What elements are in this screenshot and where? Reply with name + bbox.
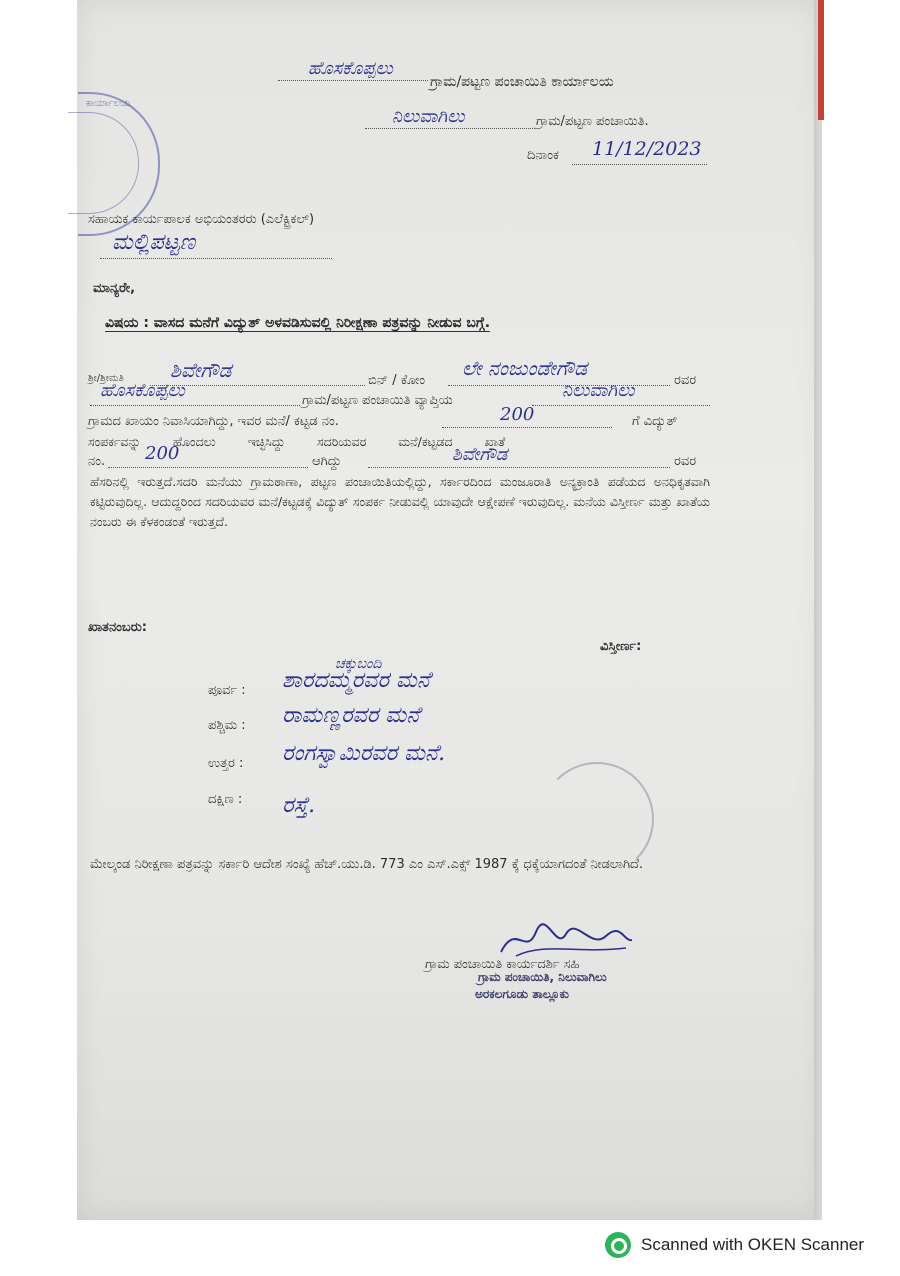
form-prefix: ಶ್ರೀ/ಶ್ರೀಮತಿ	[88, 373, 124, 384]
form-gram-label: ಗ್ರಾಮ/ಪಟ್ಟಣ ಪಂಚಾಯಿತಿ ವ್ಯಾಪ್ತಿಯ	[302, 393, 453, 408]
signature-line3: ಅರಕಲಗೂಡು ತಾಲ್ಲೂಕು	[475, 987, 569, 1001]
header-office-line: ಗ್ರಾಮ/ಪಟ್ಟಣ ಪಂಚಾಯಿತಿ ಕಾರ್ಯಾಲಯ	[430, 74, 614, 90]
recipient-place: ಮಲ್ಲಿಪಟ್ಟಣ	[112, 230, 196, 255]
form-house-no: 200	[500, 404, 535, 425]
boundary-south-value: ರಸ್ತೆ.	[282, 793, 316, 818]
form-ravara: ರವರ	[674, 373, 697, 388]
khata-label: ಖಾತನಂಬರು:	[88, 620, 147, 635]
paper-edge	[814, 0, 822, 1220]
signature-line2: ಗ್ರಾಮ ಪಂಚಾಯಿತಿ, ನಿಲುವಾಗಿಲು	[478, 970, 607, 984]
dots-date	[572, 164, 707, 165]
form-aagiddu: ಆಗಿದ್ದು	[312, 454, 342, 469]
boundary-north-value: ರಂಗಸ್ವಾಮಿರವರ ಮನೆ.	[282, 741, 446, 766]
signature-line1: ಗ್ರಾಮ ಪಂಚಾಯಿತಿ ಕಾರ್ಯದರ್ಶಿ ಸಹಿ	[425, 957, 580, 972]
scanner-footer	[605, 1231, 864, 1259]
dots-owner	[368, 467, 670, 468]
boundary-east-label: ಪೂರ್ವ :	[208, 683, 246, 698]
boundary-west-value: ರಾಮಣ್ಣರವರ ಮನೆ	[282, 703, 420, 728]
form-ravara2: ರವರ	[674, 454, 697, 469]
subject-line	[105, 315, 490, 332]
form-name: ಶಿವೇಗೌಡ	[170, 358, 232, 382]
area-label: ವಿಸ್ತೀರ್ಣ:	[600, 639, 642, 654]
form-village2: ಹೊಸಕೊಪ್ಪಲು	[100, 380, 185, 401]
dots-house-no	[442, 427, 612, 428]
dots-header-panchayat	[365, 128, 535, 129]
office-stamp-inner-ring	[68, 112, 139, 214]
date-value: 11/12/2023	[592, 138, 702, 160]
dots-father	[448, 385, 670, 386]
form-paragraph: ಹೆಸರಿನಲ್ಲಿ ಇರುತ್ತದೆ.ಸದರಿ ಮನೆಯು ಗ್ರಾಮಠಾಣಾ, ಪಟ್ಟಣ ಪಂಚಾಯಿತಿಯಲ್ಲಿದ್ದು, ಸರ್ಕಾರದಿಂದ ಮಂಜೂರಾತಿ ಅನ್ಯಕ್ರಾಂತಿ ಪಡೆಯದ ಅನಧಿಕೃತವಾಗಿ ಕಟ್ಟಿರುವುದಿಲ್ಲ. ಆದುದ್ದರಿಂದ ಸದರಿಯವರ ಮನೆ/ಕಟ್ಟಡಕ್ಕೆ ವಿದ್ಯುತ್ ಸಂಪರ್ಕ ನೀಡುವಲ್ಲಿ ಯಾವುದೇ ಆಕ್ಷೇಪಣೆ ಇರುವುದಿಲ್ಲ. ಮನೆಯ ವಿಸ್ತೀರ್ಣ ಮತ್ತು ಖಾತೆಯ ನಂಬರು ಈ ಕೆಳಕಂಡಂತೆ ಇರುತ್ತದೆ.	[90, 474, 710, 529]
boundary-east-value: ಶಾರದಮ್ಮರವರ ಮನೆ	[282, 668, 431, 693]
form-no-label: ನಂ.	[88, 454, 106, 469]
boundary-west-label: ಪಶ್ಚಿಮ :	[208, 718, 246, 733]
oken-scanner-icon	[605, 1232, 631, 1258]
header-village: ಹೊಸಕೊಪ್ಪಲು	[308, 58, 393, 79]
form-owner: ಶಿವೇಗೌಡ	[452, 444, 508, 465]
stamp-text: ಕಾರ್ಯಾಲಯ	[86, 98, 131, 109]
subject-text: ವಾಸದ ಮನೆಗೆ ವಿದ್ಯುತ್ ಅಳವಡಿಸುವಲ್ಲಿ ನಿರೀಕ್ಷಣಾ ಪತ್ರವನ್ನು ನೀಡುವ ಬಗ್ಗೆ.	[153, 315, 491, 331]
form-bin-label: ಬಿನ್ / ಕೋಂ	[368, 373, 425, 388]
recipient-title: ಸಹಾಯಕ ಕಾರ್ಯಪಾಲಕ ಅಭಿಯಂತರರು (ಎಲೆಕ್ಟ್ರಿಕಲ್)	[88, 212, 315, 227]
boundary-north-label: ಉತ್ತರ :	[208, 756, 244, 771]
boundaries-heading: ಚಕ್ಕುಬಂದಿ	[335, 656, 382, 672]
boundary-south-label: ದಕ್ಷಿಣ :	[208, 792, 243, 807]
dots-khata	[108, 467, 308, 468]
closing-paragraph: ಮೇಲ್ಕಂಡ ನಿರೀಕ್ಷಣಾ ಪತ್ರವನ್ನು ಸರ್ಕಾರಿ ಆದೇಶ ಸಂಖ್ಯೆ ಹೆಚ್.ಯು.ಡಿ. 773 ಎಂ ಎಸ್.ಎಕ್ಸ್ 1987 ಕ್ಕೆ ಧಕ್ಕೆಯಾಗದಂತೆ ನೀಡಲಾಗಿದೆ.	[90, 857, 644, 872]
header-panchayat: ನಿಲುವಾಗಿಲು	[392, 106, 465, 127]
form-khata: 200	[145, 443, 180, 464]
signature-scribble	[496, 912, 636, 962]
dots-recipient	[100, 258, 332, 259]
dots-header-village	[278, 80, 428, 81]
form-line3-end: ಗೆ ವಿದ್ಯುತ್	[632, 414, 678, 429]
form-father: ಲೇ ನಂಜುಂಡೇಗೌಡ	[462, 356, 587, 380]
date-label: ದಿನಾಂಕ	[527, 148, 559, 163]
header-panchayat-line: ಗ್ರಾಮ/ಪಟ್ಟಣ ಪಂಚಾಯಿತಿ.	[536, 114, 649, 129]
dots-panchayat2	[532, 405, 710, 406]
scanned-paper	[77, 0, 822, 1220]
footer-text: Scanned with OKEN Scanner	[641, 1235, 865, 1254]
form-line3: ಗ್ರಾಮದ ಖಾಯಂ ನಿವಾಸಿಯಾಗಿದ್ದು, ಇವರ ಮನೆ/ ಕಟ್ಟಡ ನಂ.	[88, 414, 339, 429]
dots-village2	[90, 405, 300, 406]
subject-label: ವಿಷಯ :	[105, 315, 150, 331]
form-panchayat2: ನಿಲುವಾಗಿಲು	[562, 380, 635, 401]
red-folder-edge	[818, 0, 824, 120]
form-line4: ಸಂಪರ್ಕವನ್ನು ಹೊಂದಲು ಇಚ್ಛಿಸಿದ್ದು ಸದರಿಯವರ ಮನೆ/ಕಟ್ಟಡದ ಖಾತೆ	[88, 434, 506, 449]
salutation: ಮಾನ್ಯರೇ,	[93, 281, 136, 296]
